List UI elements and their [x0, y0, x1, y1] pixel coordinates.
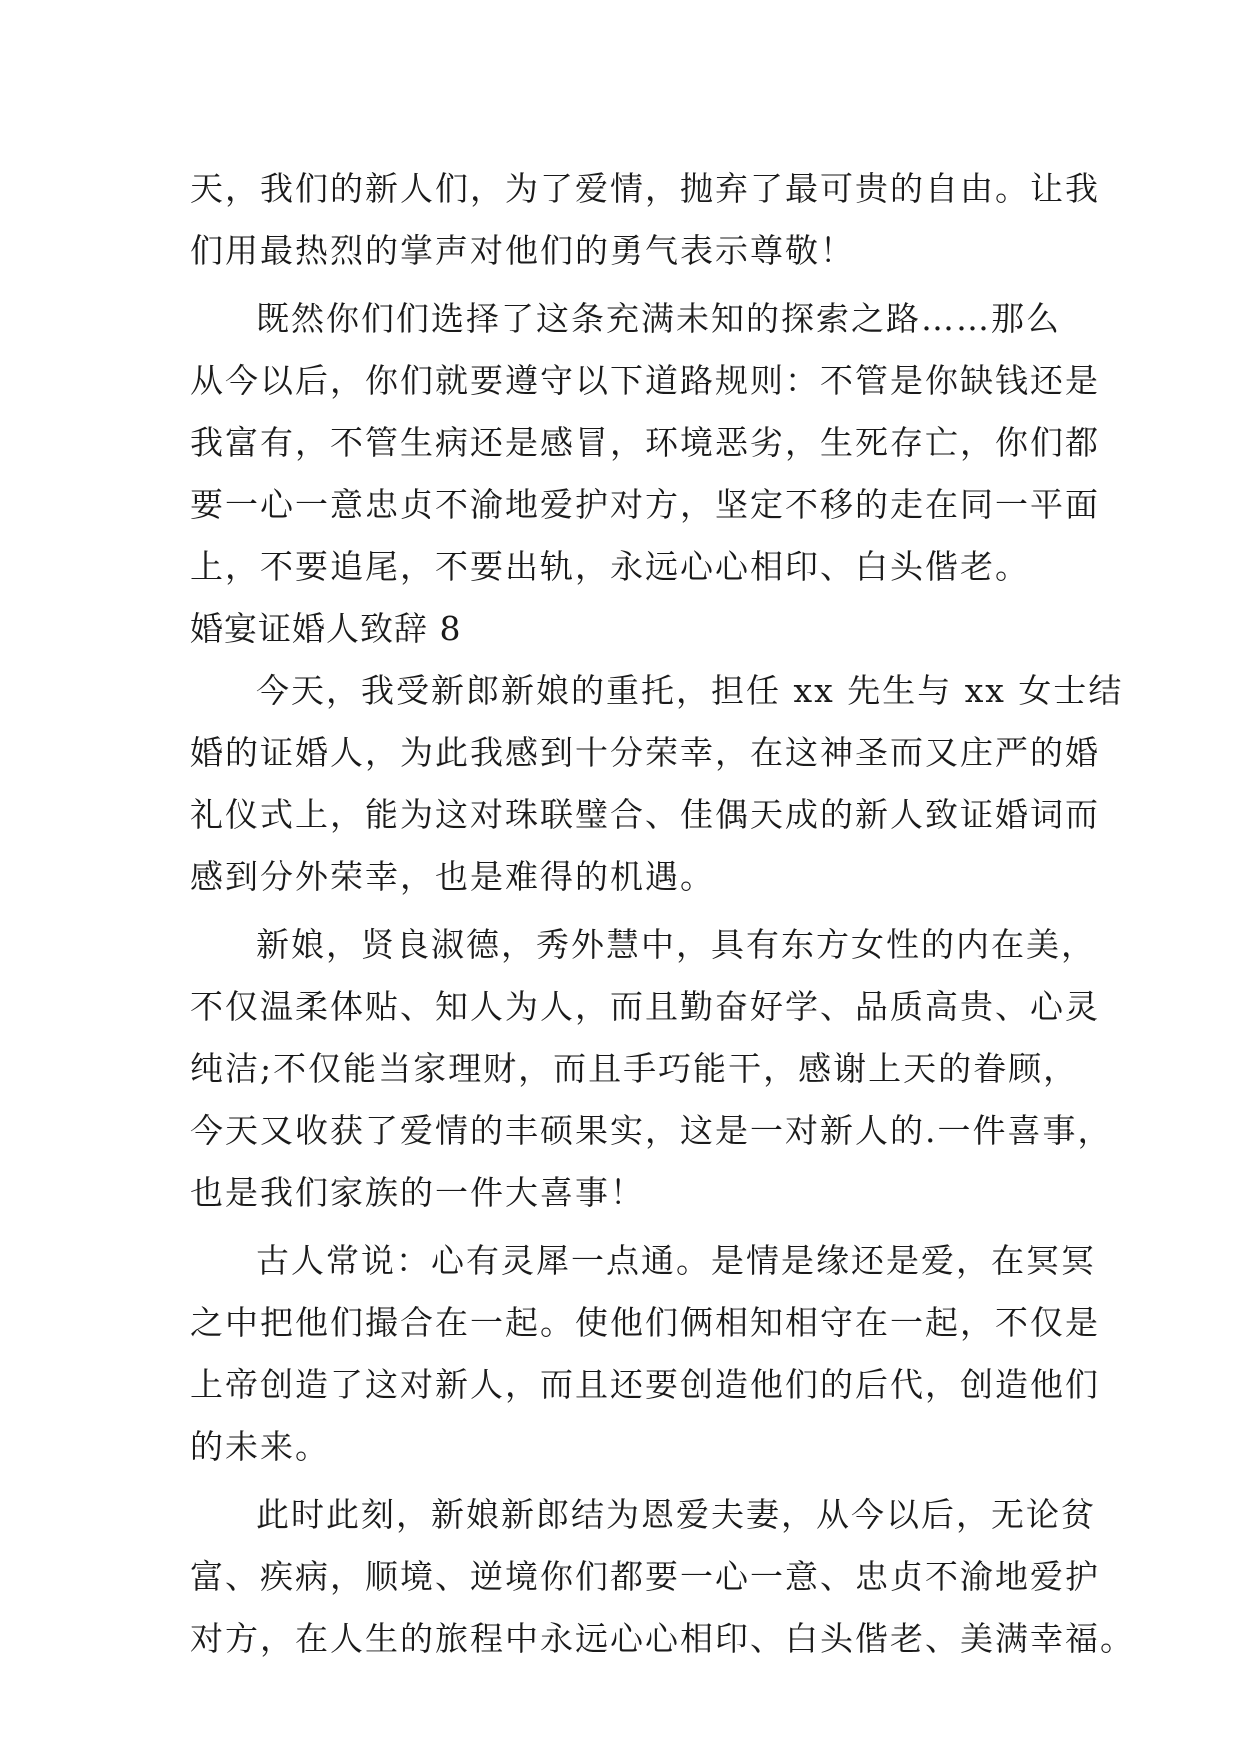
- text-line: 新娘，贤良淑德，秀外慧中，具有东方女性的内在美，: [256, 925, 1096, 964]
- document-body: [190, 158, 1135, 1670]
- text-line: 纯洁;不仅能当家理财，而且手巧能干，感谢上天的眷顾，: [190, 1049, 1079, 1088]
- text-line: 从今以后，你们就要遵守以下道路规则：不管是你缺钱还是: [190, 361, 1100, 400]
- paragraph: [190, 914, 1113, 1224]
- text-line: 对方，在人生的旅程中永远心心相印、白头偕老、美满幸福。: [190, 1619, 1135, 1658]
- text-line: 不仅温柔体贴、知人为人，而且勤奋好学、品质高贵、心灵: [190, 987, 1100, 1026]
- text-line: 也是我们家族的一件大喜事！: [190, 1173, 645, 1212]
- text-line: 富、疾病，顺境、逆境你们都要一心一意、忠贞不渝地爱护: [190, 1557, 1100, 1596]
- text-line: 礼仪式上，能为这对珠联璧合、佳偶天成的新人致证婚词而: [190, 795, 1100, 834]
- text-line: 此时此刻，新娘新郎结为恩爱夫妻，从今以后，无论贫: [256, 1495, 1096, 1534]
- text-line: 今天，我受新郎新娘的重托，担任 xx 先生与 xx 女士结: [256, 671, 1124, 710]
- paragraph: [190, 1484, 1135, 1670]
- text-line: 天，我们的新人们，为了爱情，抛弃了最可贵的自由。让我: [190, 169, 1100, 208]
- text-line: 上，不要追尾，不要出轨，永远心心相印、白头偕老。: [190, 547, 1030, 586]
- text-line: 的未来。: [190, 1427, 330, 1466]
- text-line: 古人常说：心有灵犀一点通。是情是缘还是爱，在冥冥: [256, 1241, 1096, 1280]
- section-heading: 婚宴证婚人致辞 8: [190, 609, 462, 648]
- text-line: 之中把他们撮合在一起。使他们俩相知相守在一起，不仅是: [190, 1303, 1100, 1342]
- text-line: 既然你们们选择了这条充满未知的探索之路……那么: [256, 299, 1061, 338]
- text-line: 要一心一意忠贞不渝地爱护对方，坚定不移的走在同一平面: [190, 485, 1100, 524]
- text-line: 上帝创造了这对新人，而且还要创造他们的后代，创造他们: [190, 1365, 1100, 1404]
- text-line: 今天又收获了爱情的丰硕果实，这是一对新人的.一件喜事，: [190, 1111, 1113, 1150]
- paragraph: [190, 660, 1124, 908]
- paragraph: [190, 288, 1100, 598]
- text-line: 感到分外荣幸，也是难得的机遇。: [190, 857, 715, 896]
- paragraph: [190, 158, 1100, 282]
- text-line: 们用最热烈的掌声对他们的勇气表示尊敬！: [190, 231, 855, 270]
- text-line: 我富有，不管生病还是感冒，环境恶劣，生死存亡，你们都: [190, 423, 1100, 462]
- paragraph: [190, 1230, 1100, 1478]
- text-line: 婚的证婚人，为此我感到十分荣幸，在这神圣而又庄严的婚: [190, 733, 1100, 772]
